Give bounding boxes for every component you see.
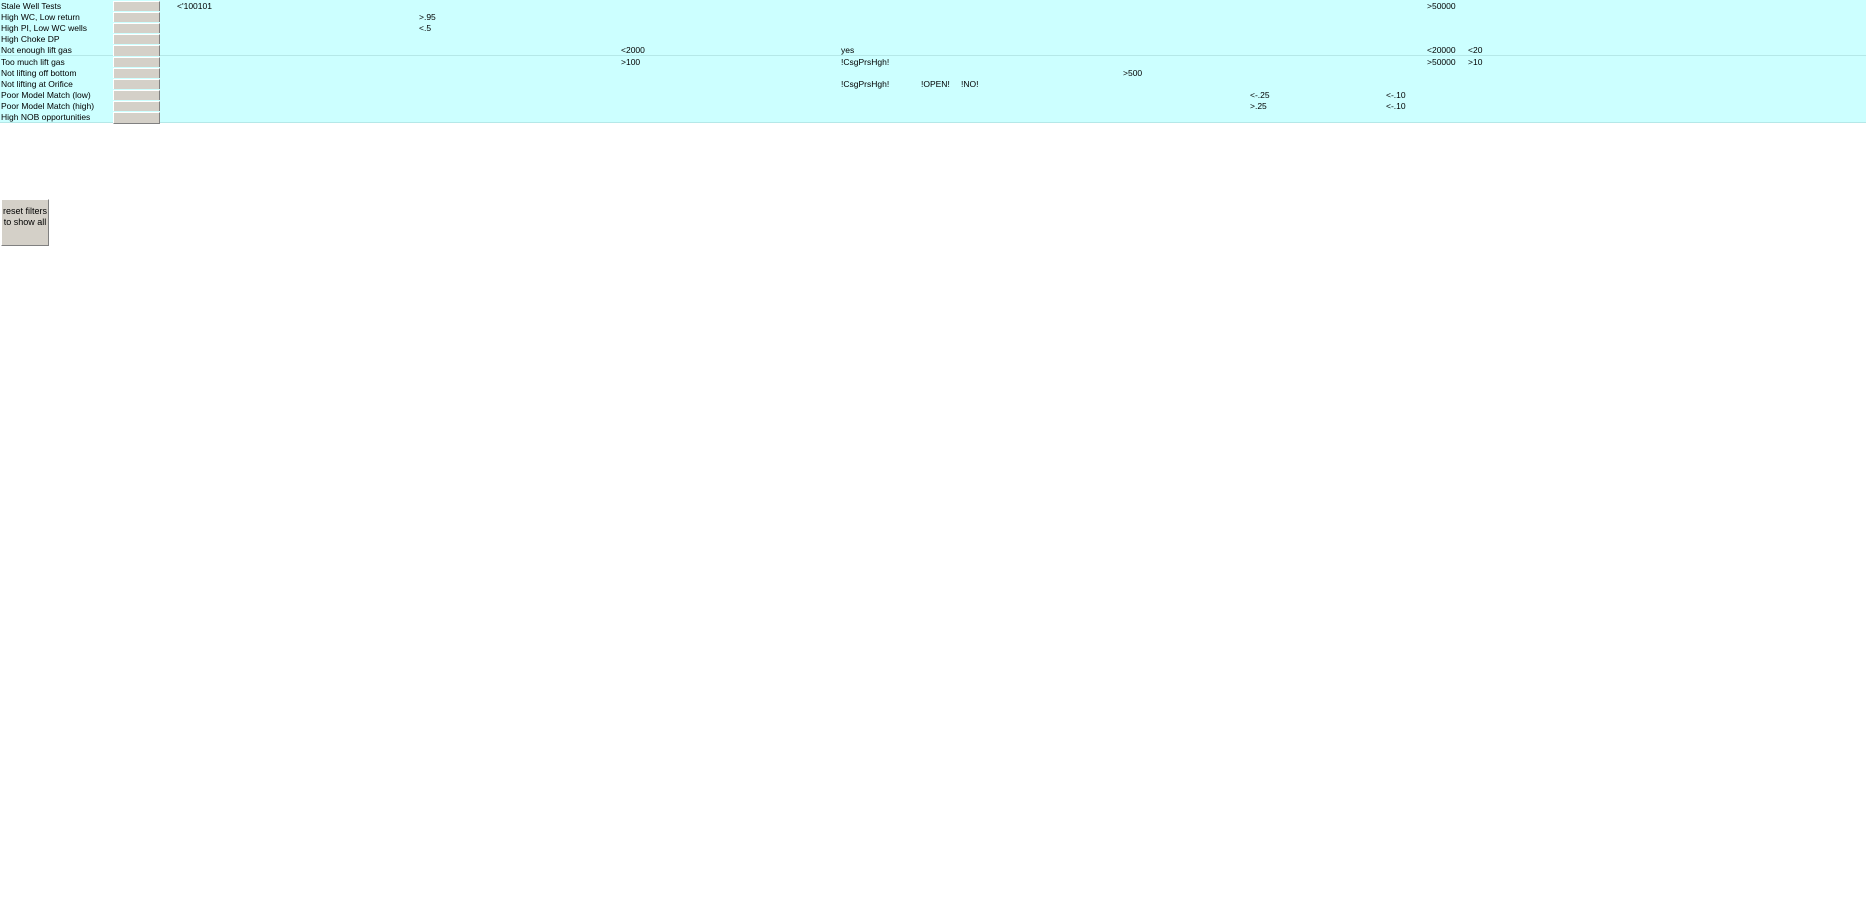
filter-criterion: >500 xyxy=(1123,67,1143,78)
reset-filters-button[interactable]: reset filters to show all xyxy=(1,199,49,246)
filter-criterion: !OPEN! xyxy=(921,78,950,89)
filter-label: High WC, Low return xyxy=(1,12,80,23)
filter-label: Too much lift gas xyxy=(1,56,65,67)
filter-criterion: <20 xyxy=(1468,45,1483,56)
filter-label: Not lifting off bottom xyxy=(1,67,77,78)
filter-label: Stale Well Tests xyxy=(1,1,62,11)
filter-criterion: <-.10 xyxy=(1386,89,1406,100)
filter-criterion: !CsgPrsHgh! xyxy=(841,78,890,89)
filter-criterion: <20000 xyxy=(1427,45,1456,56)
filter-criterion: >.95 xyxy=(419,12,436,23)
filter-label: Not enough lift gas xyxy=(1,45,72,56)
filter-criterion: <.5 xyxy=(419,23,432,34)
filter-criterion: <-.10 xyxy=(1386,100,1406,111)
filter-criterion: yes xyxy=(841,45,855,56)
filter-criterion: >.25 xyxy=(1250,100,1267,111)
filter-label: High PI, Low WC wells xyxy=(1,23,87,34)
filter-criterion: >50000 xyxy=(1427,56,1456,67)
filter-label: Poor Model Match (low) xyxy=(1,89,91,100)
apply-filter-button[interactable] xyxy=(113,112,160,124)
filter-criterion: <'100101 xyxy=(177,1,212,11)
filter-criterion: !NO! xyxy=(961,78,979,89)
filter-criterion: >10 xyxy=(1468,56,1483,67)
filter-label: High NOB opportunities xyxy=(1,112,91,122)
filter-row xyxy=(0,111,1866,123)
filter-label: High Choke DP xyxy=(1,34,60,45)
filter-criterion: <2000 xyxy=(621,45,645,56)
filter-label: Not lifting at Orifice xyxy=(1,78,73,89)
filter-criterion: <-.25 xyxy=(1250,89,1270,100)
filter-criterion: >50000 xyxy=(1427,1,1456,11)
filter-criterion: >100 xyxy=(621,56,641,67)
filter-criterion: !CsgPrsHgh! xyxy=(841,56,890,67)
filter-label: Poor Model Match (high) xyxy=(1,100,95,111)
